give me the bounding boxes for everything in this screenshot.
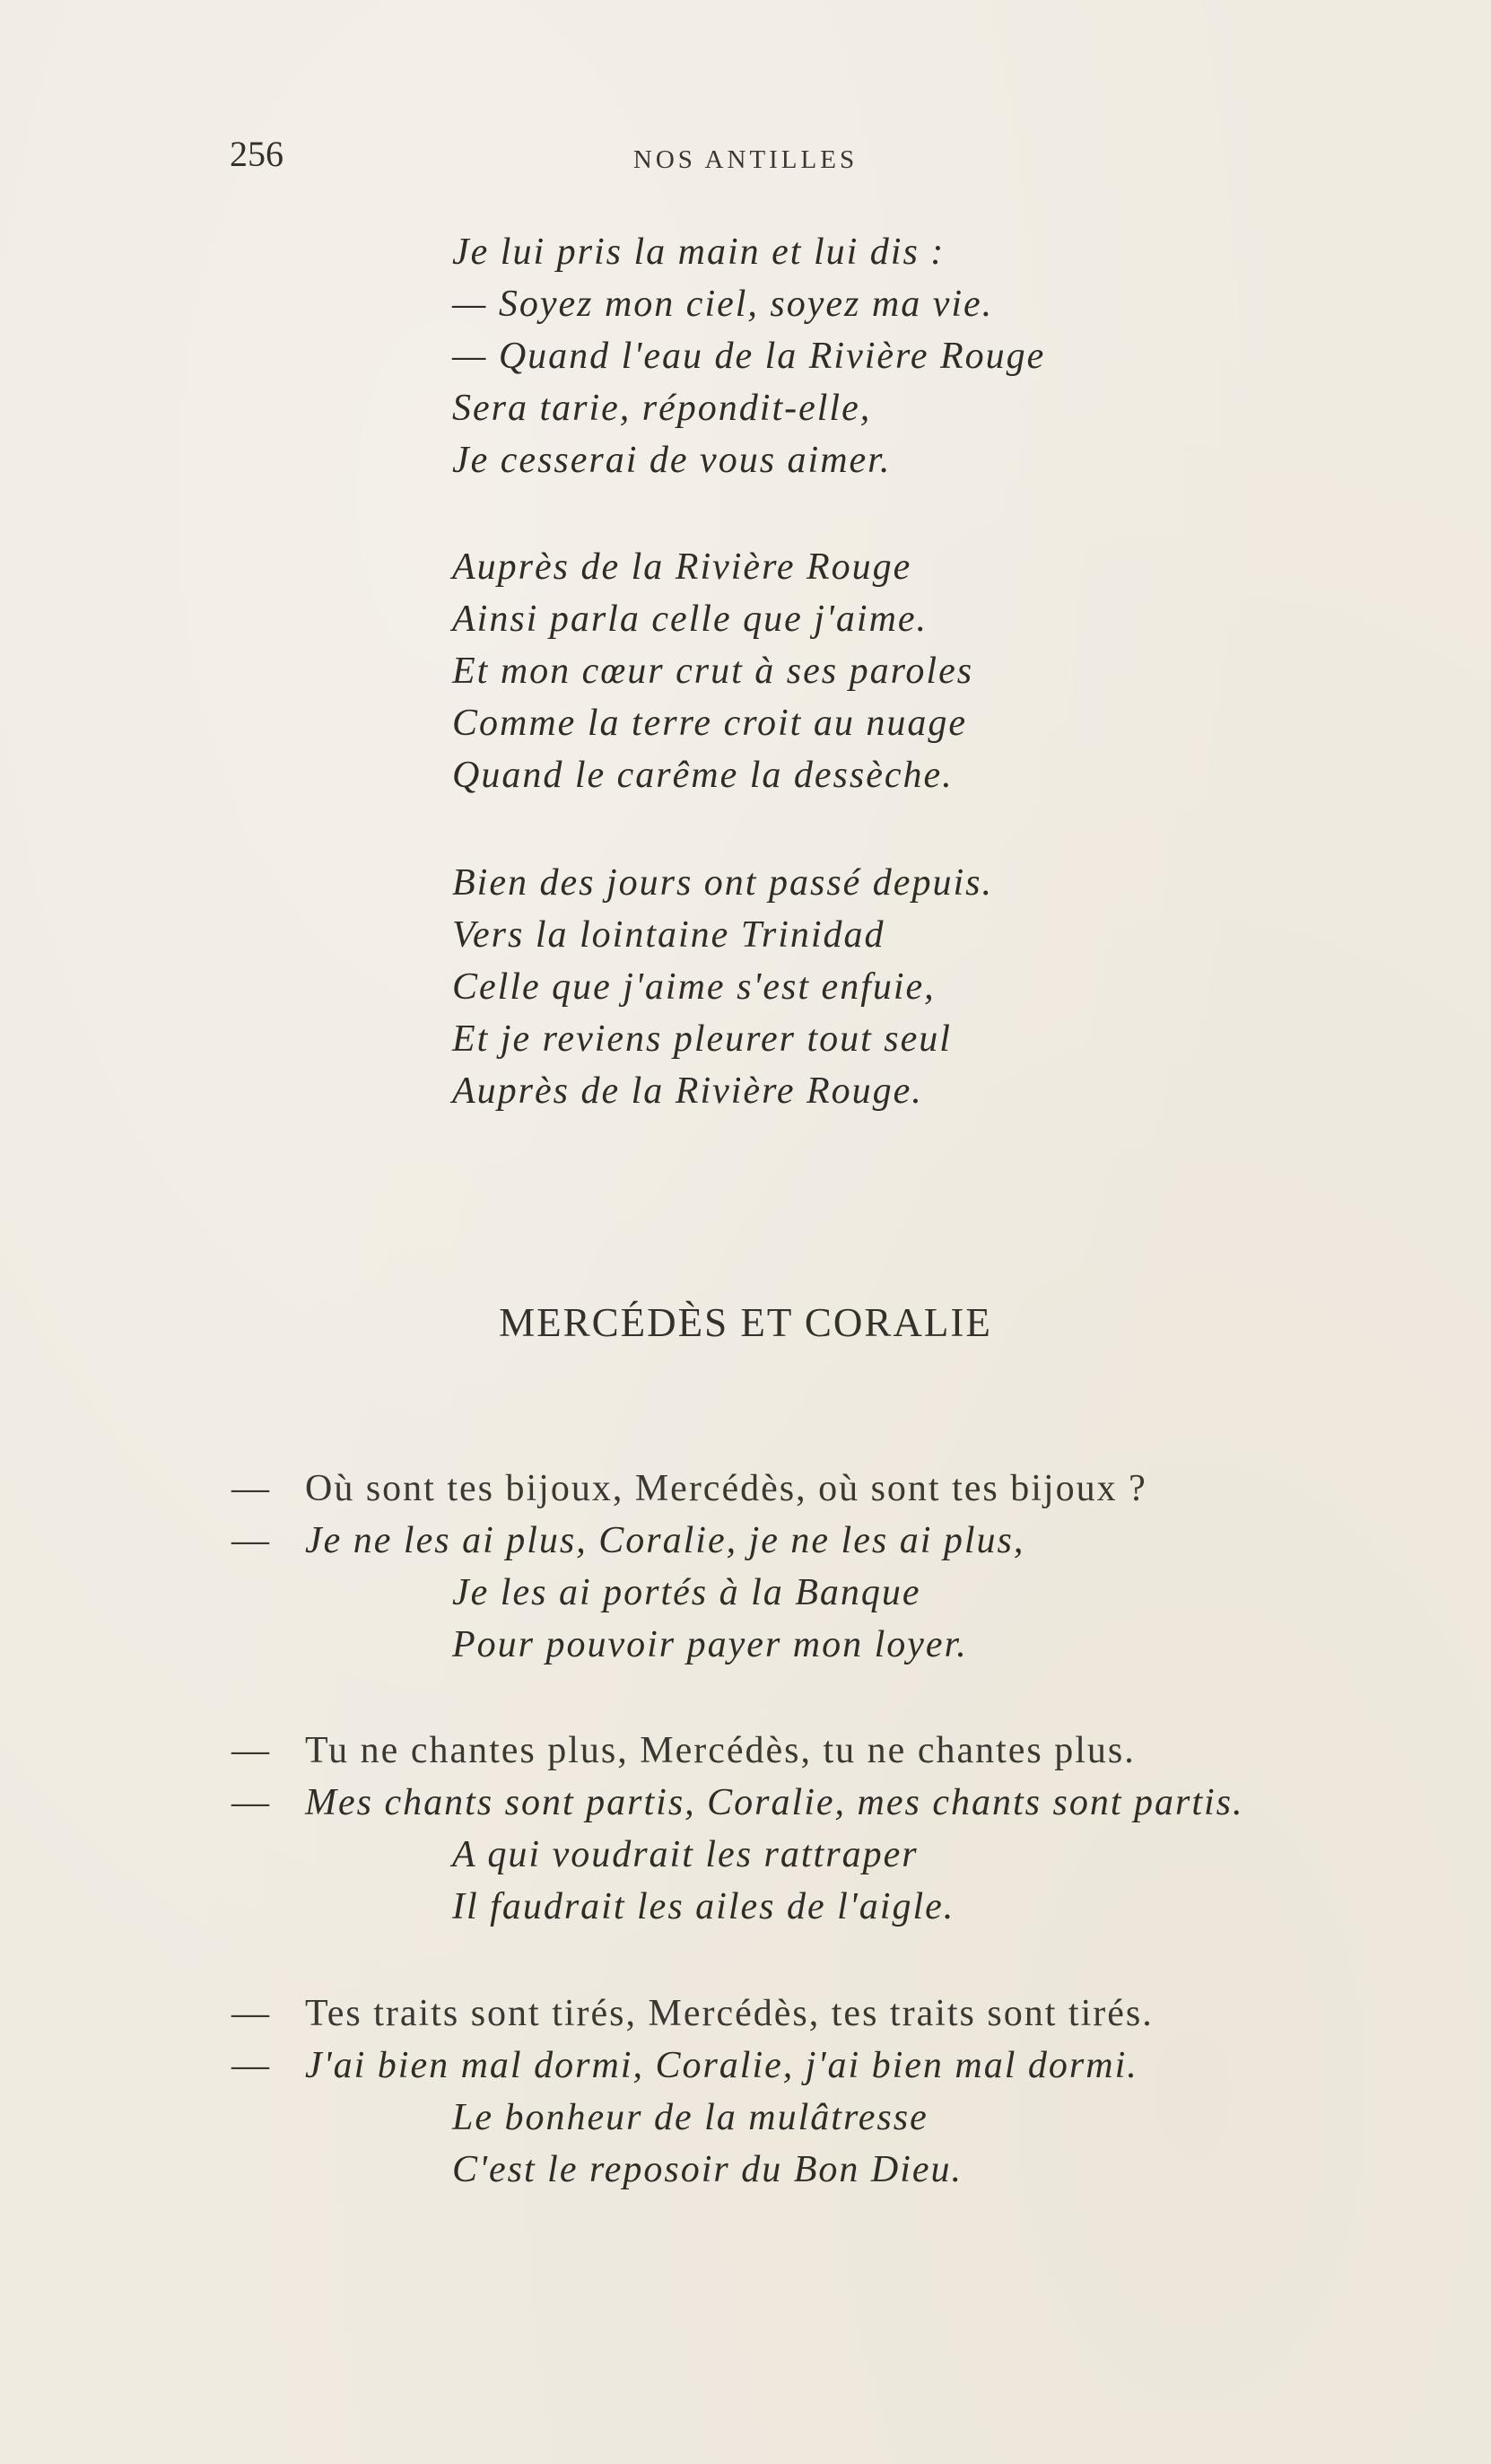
verse-line: — Quand l'eau de la Rivière Rouge xyxy=(452,336,1046,377)
dialogue-stanza xyxy=(231,1725,1244,1933)
verse-line: Bien des jours ont passé depuis. xyxy=(452,862,993,904)
dialogue-line xyxy=(231,1988,1154,2040)
verse-line: Sera tarie, répondit-elle, xyxy=(452,388,872,429)
dialogue-text: Mes chants sont partis, Coralie, mes chants sont partis. xyxy=(305,1782,1244,1823)
dialogue-line xyxy=(231,1829,1244,1881)
running-title: NOS ANTILLES xyxy=(632,145,859,174)
dialogue-text: Où sont tes bijoux, Mercédès, où sont tes bijoux ? xyxy=(305,1468,1147,1509)
stanza xyxy=(452,541,973,801)
verse-line: — Soyez mon ciel, soyez ma vie. xyxy=(452,284,994,325)
dialogue-text: Je ne les ai plus, Coralie, je ne les ai plus, xyxy=(305,1520,1025,1561)
verse-line: Ainsi parla celle que j'aime. xyxy=(452,599,929,640)
dialogue-text: Pour pouvoir payer mon loyer. xyxy=(452,1624,968,1665)
dialogue-line xyxy=(231,1777,1244,1829)
dialogue-line xyxy=(231,1619,1147,1671)
verse-line: Auprès de la Rivière Rouge xyxy=(452,546,912,588)
dialogue-line xyxy=(231,2040,1154,2092)
stanza xyxy=(452,857,993,1117)
dialogue-line xyxy=(231,1881,1244,1933)
dialogue-stanza xyxy=(231,1988,1154,2196)
dialogue-line xyxy=(231,2144,1154,2196)
verse-line: Et je reviens pleurer tout seul xyxy=(452,1018,952,1060)
verse-line: Vers la lointaine Trinidad xyxy=(452,914,885,956)
dialogue-text: J'ai bien mal dormi, Coralie, j'ai bien mal dormi. xyxy=(305,2045,1138,2086)
dialogue-text: Je les ai portés à la Banque xyxy=(452,1572,921,1613)
page-number: 256 xyxy=(230,134,283,174)
verse-line: Quand le carême la dessèche. xyxy=(452,755,954,796)
verse-line: Je cesserai de vous aimer. xyxy=(452,440,892,481)
dialogue-stanza xyxy=(231,1463,1147,1671)
em-dash: — xyxy=(231,2045,271,2086)
verse-line: Auprès de la Rivière Rouge. xyxy=(452,1070,923,1112)
em-dash: — xyxy=(231,1782,271,1823)
em-dash: — xyxy=(231,1730,271,1771)
stanza xyxy=(452,226,1045,486)
dialogue-line xyxy=(231,2092,1154,2144)
dialogue-line xyxy=(231,1567,1147,1619)
dialogue-line xyxy=(231,1515,1147,1567)
dialogue-text: Tes traits sont tirés, Mercédès, tes traits sont tirés. xyxy=(305,1993,1154,2034)
dialogue-line xyxy=(231,1463,1147,1515)
verse-line: Et mon cœur crut à ses paroles xyxy=(452,651,974,692)
poem-title: MERCÉDÈS ET CORALIE xyxy=(499,1300,992,1345)
em-dash: — xyxy=(231,1993,271,2034)
verse-line: Celle que j'aime s'est enfuie, xyxy=(452,966,936,1008)
em-dash: — xyxy=(231,1468,271,1509)
em-dash: — xyxy=(231,1520,271,1561)
verse-line: Comme la terre croit au nuage xyxy=(452,703,967,744)
dialogue-text: A qui voudrait les rattraper xyxy=(452,1834,919,1875)
verse-line: Je lui pris la main et lui dis : xyxy=(452,232,946,273)
dialogue-text: Le bonheur de la mulâtresse xyxy=(452,2097,929,2138)
dialogue-text: Tu ne chantes plus, Mercédès, tu ne chantes plus. xyxy=(305,1730,1136,1771)
dialogue-line xyxy=(231,1725,1244,1777)
dialogue-text: Il faudrait les ailes de l'aigle. xyxy=(452,1886,955,1927)
dialogue-text: C'est le reposoir du Bon Dieu. xyxy=(452,2149,963,2190)
